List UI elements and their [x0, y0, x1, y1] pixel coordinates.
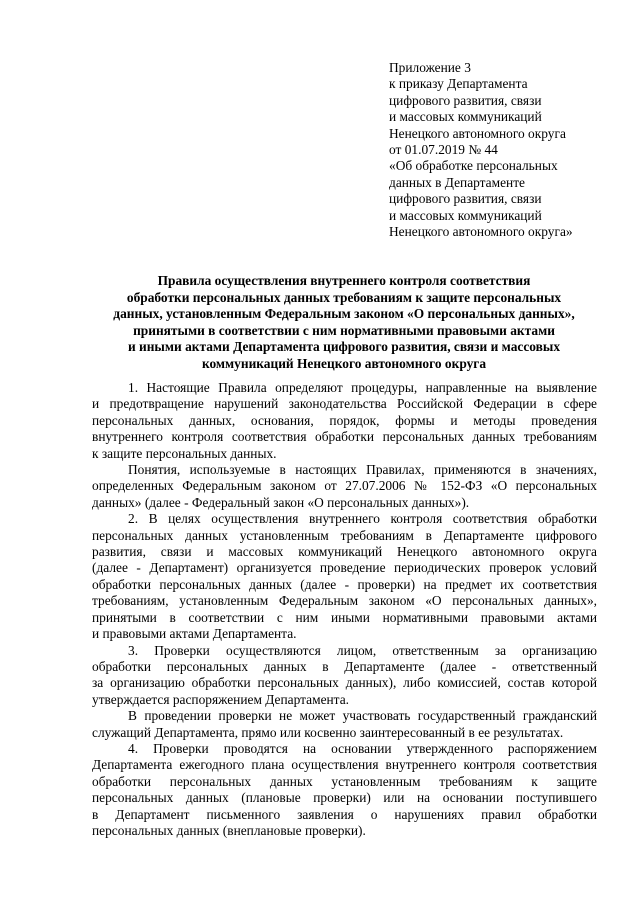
body-line: 3. Проверки осуществляются лицом, ответственным за организацию [128, 642, 597, 658]
body-line: требованиям, установленным Федеральным законом «О персональных данных», [92, 593, 597, 609]
body-line: обработки персональных данных в Департаменте (далее - ответственный [92, 658, 597, 674]
appendix-line: Ненецкого автономного округа» [389, 224, 573, 240]
title-line: данных, установленным Федеральным законом «О персональных данных», [113, 306, 575, 322]
body-line: служащий Департамента, прямо или косвенно заинтересованный в ее результатах. [92, 724, 564, 740]
body-line: развития, связи и массовых коммуникаций Ненецкого автономного округа [92, 544, 597, 560]
body-line: внутреннего контроля соответствия обработки персональных данных требованиям [92, 429, 597, 445]
body-line: данных» (далее - Федеральный закон «О персональных данных»). [92, 494, 470, 510]
body-line: обработки персональных данных (далее - проверки) на предмет их соответствия [92, 576, 597, 592]
body-line: 1. Настоящие Правила определяют процедуры, направленные на выявление [128, 380, 597, 395]
body-line: принятыми в соответствии с ним иными нормативными правовыми актами [92, 609, 597, 625]
appendix-line: к приказу Департамента [389, 76, 528, 92]
body-line: за организацию обработки персональных данных), либо комиссией, состав которой [92, 675, 597, 691]
appendix-header [389, 60, 629, 240]
body-line: обработки персональных данных установленным требованиям к защите [92, 773, 597, 789]
body-line: Понятия, используемые в настоящих Правилах, применяются в значениях, [128, 462, 597, 478]
appendix-line: цифрового развития, связи [389, 191, 542, 207]
body-line: Департамента ежегодного плана осуществления внутреннего контроля соответствия [92, 757, 597, 773]
body-line: утверждается распоряжением Департамента. [92, 691, 349, 707]
body-line: 2. В целях осуществления внутреннего контроля соответствия обработки [128, 511, 597, 527]
appendix-line: цифрового развития, связи [389, 92, 542, 108]
body-line: в Департамент письменного заявления о нарушениях правил обработки [92, 806, 597, 822]
title-line: и иными актами Департамента цифрового развития, связи и массовых [127, 339, 561, 355]
body-line: определенных Федеральным законом от 27.07.2006 № 152-ФЗ «О персональных [92, 478, 597, 494]
body-line: персональных данных (внеплановые проверки). [92, 822, 366, 838]
body-line: к защите персональных данных. [92, 445, 277, 461]
appendix-line: от 01.07.2019 № 44 [389, 142, 498, 158]
title-line: обработки персональных данных требованиям к защите персональных [126, 289, 562, 305]
document-body [92, 380, 597, 839]
appendix-line: и массовых коммуникаций [389, 109, 542, 125]
body-line: персональных данных установленным требованиям в Департаменте цифрового [92, 527, 597, 543]
body-line: персональных данных, основания, порядок, формы и методы проведения [92, 412, 597, 428]
body-line: (далее - Департамент) организуется проведение периодических проверок условий [92, 560, 597, 576]
appendix-line: Ненецкого автономного округа [389, 125, 566, 141]
body-line: 4. Проверки проводятся на основании утвержденного распоряжением [128, 740, 597, 756]
appendix-line: Приложение 3 [389, 60, 471, 75]
body-line: В проведении проверки не может участвовать государственный гражданский [128, 708, 597, 724]
body-line: и предотвращение нарушений законодательства Российской Федерации в сфере [92, 396, 597, 412]
body-line: персональных данных (плановые проверки) или на основании поступившего [92, 790, 597, 806]
body-line: и правовыми актами Департамента. [92, 626, 297, 642]
title-line: принятыми в соответствии с ним нормативными правовыми актами [133, 322, 555, 338]
title-line: коммуникаций Ненецкого автономного округа [201, 355, 487, 371]
document-title [96, 273, 592, 373]
title-line: Правила осуществления внутреннего контроля соответствия [157, 273, 531, 288]
appendix-line: и массовых коммуникаций [389, 207, 542, 223]
appendix-line: «Об обработке персональных [389, 158, 558, 174]
appendix-line: данных в Департаменте [389, 174, 526, 190]
